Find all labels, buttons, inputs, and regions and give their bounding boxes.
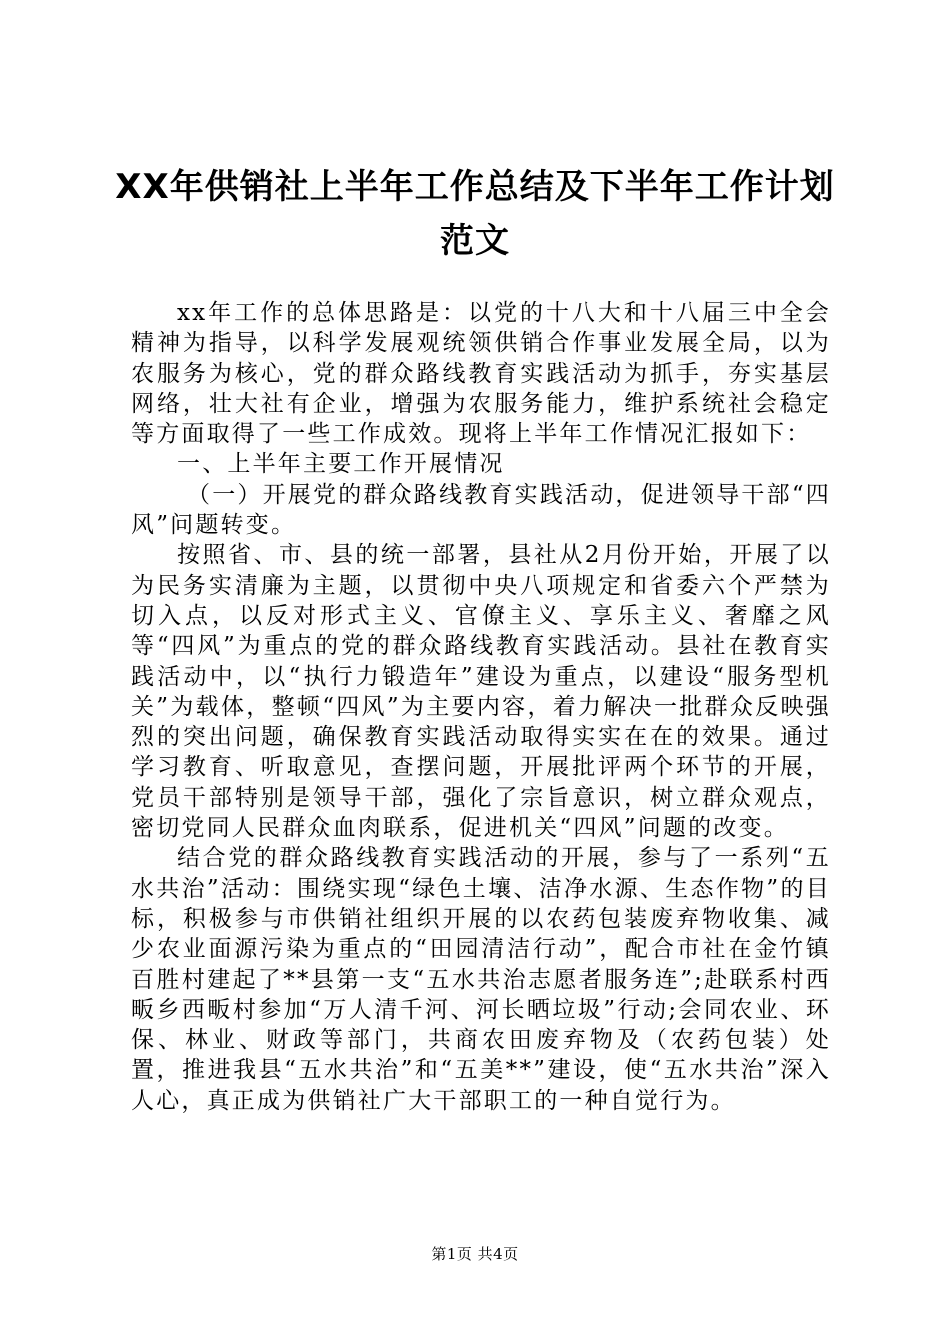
document-title: XX年供销社上半年工作总结及下半年工作计划范文 (115, 167, 835, 261)
body-paragraph: 按照省、市、县的统一部署，县社从2月份开始，开展了以为民务实清廉为主题，以贯彻中央八项规定和省委六个严禁为切入点，以反对形式主义、官僚主义、享乐主义、奢靡之风等“四风”为重点的党的群众路线教育实践活动。县社在教育实践活动中，以“执行力锻造年”建设为重点，以建设“服务型机关”为载体，整顿“四风”为主要内容，着力解决一批群众反映强烈的突出问题，确保教育实践活动取得实实在在的效果。通过学习教育、听取意见，查摆问题，开展批评两个环节的开展，党员干部特别是领导干部，强化了宗旨意识，树立群众观点，密切党同人民群众血肉联系，促进机关“四风”问题的改变。 (131, 542, 831, 842)
subsection-heading: （一）开展党的群众路线教育实践活动，促进领导干部“四风”问题转变。 (131, 481, 831, 539)
document-body (131, 298, 831, 1116)
section-heading: 一、上半年主要工作开展情况 (177, 451, 505, 478)
intro-paragraph: xx年工作的总体思路是：以党的十八大和十八届三中全会精神为指导，以科学发展观统领供销合作事业发展全局，以为农服务为核心，党的群众路线教育实践活动为抓手，夯实基层网络，壮大社有企业，增强为农服务能力，维护系统社会稳定等方面取得了一些工作成效。现将上半年工作情况汇报如下： (131, 300, 831, 448)
body-paragraph: 结合党的群众路线教育实践活动的开展，参与了一系列“五水共治”活动：围绕实现“绿色土壤、洁净水源、生态作物”的目标，积极参与市供销社组织开展的以农药包装废弃物收集、减少农业面源污染为重点的“田园清洁行动”，配合市社在金竹镇百胜村建起了**县第一支“五水共治志愿者服务连”;赴联系村西畈乡西畈村参加“万人清千河、河长晒垃圾”行动;会同农业、环保、林业、财政等部门，共商农田废弃物及（农药包装）处置，推进我县“五水共治”和“五美**”建设，使“五水共治”深入人心，真正成为供销社广大干部职工的一种自觉行为。 (131, 845, 831, 1114)
page-footer: 第1页 共4页 (431, 1245, 519, 1263)
